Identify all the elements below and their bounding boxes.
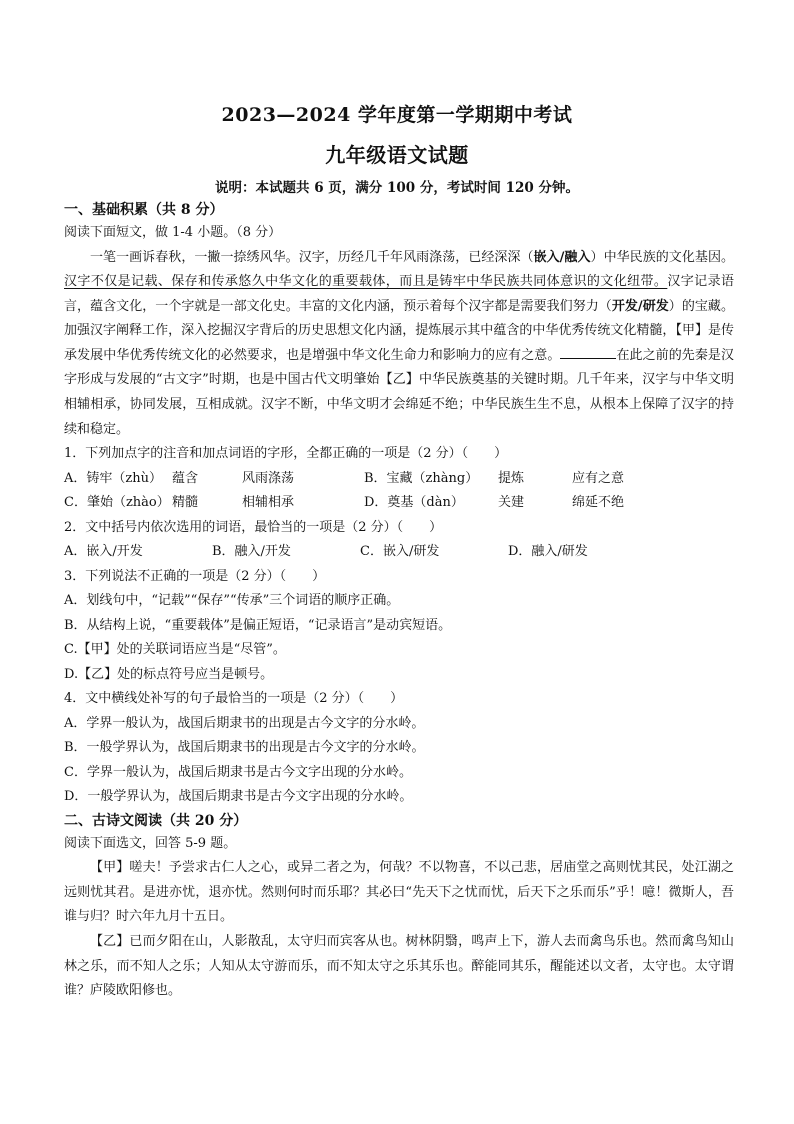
passage-text-4: ）的宝藏。加强汉字阐释工作，深入挖掘汉字背后的历史思想文化内涵，提炼展示其中蕴含的中华优秀传统文化精髓，【甲】是传承发展中华优秀传统文化的必然要求，也是增强中华文化生命力和影响力的应有之意。	[64, 298, 734, 363]
q2-option-c: C．嵌入/研发	[360, 544, 440, 560]
q1-stem: 1．下列加点字的注音和加点词语的字形，全都正确的一项是（2 分）（ ）	[64, 446, 508, 462]
passage-jia-text: 【甲】嗟夫！予尝求古仁人之心，或异二者之为，何哉？不以物喜，不以己悲，居庙堂之高则忧其民，处江湖之远则忧其君。是进亦忧，退亦忧。然则何时而乐耶？其必曰“先天下之忧而忧，后天下之乐而乐”乎！噫！微斯人，吾谁与归？时六年九月十五日。	[64, 860, 734, 925]
q1-option-c: C．肇始（zhào）	[64, 495, 170, 511]
q3-stem: 3．下列说法不正确的一项是（2 分）（ ）	[64, 568, 326, 584]
q3-option-b: B．从结构上说，“重要载体”是偏正短语，“记录语言”是动宾短语。	[64, 617, 452, 633]
q1-option-a-word1: 蕴含	[172, 470, 199, 486]
exam-note: 说明：本试题共 6 页，满分 100 分，考试时间 120 分钟。	[215, 180, 579, 196]
q1-option-c-word2: 相辅相承	[242, 495, 295, 511]
q3-option-a: A．划线句中，“记载”“保存”“传承”三个词语的顺序正确。	[64, 593, 400, 609]
q3-option-c: C.【甲】处的关联词语应当是“尽管”。	[64, 642, 286, 658]
passage-text-1: 一笔一画诉春秋，一撇一捺绣风华。汉字，历经几千年风雨涤荡，已经深深（	[90, 249, 534, 265]
passage-choice-2: 开发/研发	[611, 298, 669, 314]
q2-option-a: A．嵌入/开发	[64, 544, 143, 560]
q1-option-a: A．铸牢（zhù）	[64, 470, 162, 486]
passage-underlined-sentence: 汉字不仅是记载、保存和传承悠久中华文化的重要载体，而且是铸牢中华民族共同体意识的文化纽带。	[64, 274, 668, 290]
q4-stem: 4．文中横线处补写的句子最恰当的一项是（2 分）（ ）	[64, 691, 404, 707]
q1-option-a-word2: 风雨涤荡	[242, 470, 295, 486]
passage-text-2: ）中华民族的文化基因。	[590, 249, 734, 265]
section2-passage-jia	[64, 856, 734, 930]
passage-yi-text: 【乙】已而夕阳在山，人影散乱，太守归而宾客从也。树林阴翳，鸣声上下，游人去而禽鸟乐也。然而禽鸟知山林之乐，而不知人之乐；人知从太守游而乐，而不知太守之乐其乐也。醉能同其乐，醒能述以文者，太守也。太守谓谁？庐陵欧阳修也。	[64, 934, 734, 999]
q2-option-d: D．融入/研发	[508, 544, 588, 560]
q3-option-d: D.【乙】处的标点符号应当是顿号。	[64, 666, 274, 682]
section2-passage-yi	[64, 930, 734, 1004]
section1-passage	[64, 246, 734, 443]
q1-option-b: B．宝藏（zhàng）	[364, 470, 479, 486]
section1-heading: 一、基础积累（共 8 分）	[64, 202, 224, 218]
passage-text-5: 在此之前的先秦是汉字形成与发展的“古文字”时期，也是中国古代文明肇始【乙】中华民族奠基的关键时期。几千年来，汉字与中华文明相辅相承，协同发展，互相成就。汉字不断，中华文明才会绵延不绝；中华民族生生不息，从根本上保障了汉字的持续和稳定。	[64, 347, 734, 437]
q1-option-d: D．奠基（dàn）	[364, 495, 464, 511]
q1-option-b-word1: 提炼	[498, 470, 525, 486]
q1-option-d-word2: 绵延不绝	[572, 495, 625, 511]
q2-options	[64, 540, 734, 565]
section2-instruction: 阅读下面选文，回答 5-9 题。	[64, 835, 237, 851]
q2-option-b: B．融入/开发	[212, 544, 291, 560]
exam-content	[64, 199, 734, 1004]
section2-heading: 二、古诗文阅读（共 20 分）	[64, 812, 248, 829]
q1-option-b-word2: 应有之意	[572, 470, 625, 486]
fill-blank	[560, 346, 616, 359]
q4-option-c: C．学界一般认为，战国后期隶书是古今文字出现的分水岭。	[64, 764, 412, 780]
section1-instruction: 阅读下面短文，做 1-4 小题。（8 分）	[64, 225, 282, 240]
q2-stem: 2．文中括号内依次选用的词语，最恰当的一项是（2 分）（ ）	[64, 519, 443, 535]
q4-option-a: A．学界一般认为，战国后期隶书的出现是古今文字的分水岭。	[64, 715, 425, 731]
q1-options-row-2	[64, 491, 734, 516]
q4-option-d: D．一般学界认为，战国后期隶书是古今文字出现的分水岭。	[64, 789, 413, 805]
q1-option-d-word1: 关建	[498, 495, 525, 511]
q1-options-row-1	[64, 467, 734, 492]
exam-title: 2023—2024 学年度第一学期期中考试	[221, 104, 573, 126]
passage-text-3: 汉字记录语言，蕴含文化，一个字就是一部文化史。丰富的文化内涵，预示着每个汉字都是需要我们努力（	[64, 274, 734, 314]
q4-option-b: B．一般学界认为，战国后期隶书的出现是古今文字的分水岭。	[64, 740, 425, 756]
exam-subtitle: 九年级语文试题	[325, 143, 469, 167]
passage-choice-1: 嵌入/融入	[533, 249, 591, 265]
q1-option-c-word1: 精髓	[172, 495, 199, 511]
